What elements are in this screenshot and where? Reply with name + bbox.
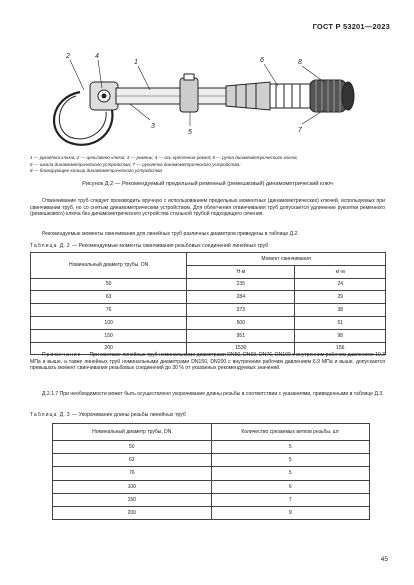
cell-dn: 150 — [53, 493, 212, 506]
figure-caption: Рисунок Д.2 — Рекомендуемый предельный ременный (ремешковый) динамометрический ключ — [82, 181, 333, 187]
table-row — [31, 316, 386, 329]
cell-kgm: 24 — [295, 278, 386, 291]
legend-line: 6 — шкала динамометрического устройства; 7 — рукоятка динамометрического устройства; — [30, 161, 241, 167]
table-d3-title: — Укорачивание длины резьбы линейных труб — [70, 412, 186, 418]
table-d2-header-kgm: кг·м — [295, 265, 386, 278]
table-d2 — [30, 252, 386, 355]
cell-dn: 76 — [53, 467, 212, 480]
cell-nm: 951 — [187, 329, 295, 342]
table-row — [53, 493, 370, 506]
cell-turns: 5 — [211, 441, 370, 454]
callout-2: 2 — [66, 53, 70, 60]
cell-turns: 5 — [211, 467, 370, 480]
callout-6: 6 — [260, 57, 264, 64]
document-header: ГОСТ Р 53201—2023 — [312, 22, 390, 31]
table-d3-header-turns: Количество срезаемых витков резьбы, шт — [211, 424, 370, 441]
cell-nm: 1530 — [187, 342, 295, 355]
strap-wrench-figure — [40, 40, 370, 148]
cell-nm: 284 — [187, 291, 295, 304]
cell-dn: 63 — [31, 291, 187, 304]
table-d2-label: Таблица Д.2 — [30, 243, 71, 249]
table-d2-title: — Рекомендуемые моменты свинчивания резьбовых соединений линейных труб — [70, 243, 269, 249]
cell-dn: 50 — [31, 278, 187, 291]
cell-dn: 150 — [31, 329, 187, 342]
cell-nm: 373 — [187, 304, 295, 317]
legend-line: 8 — блокирующее кольцо динамометрического устройства — [30, 168, 162, 174]
table-row — [53, 467, 370, 480]
cell-dn: 100 — [31, 316, 187, 329]
table-row — [53, 506, 370, 519]
cell-turns: 5 — [211, 454, 370, 467]
cell-turns: 9 — [211, 506, 370, 519]
callout-4: 4 — [95, 53, 99, 60]
cell-kgm: 29 — [295, 291, 386, 304]
cell-nm: 235 — [187, 278, 295, 291]
table-row — [31, 278, 386, 291]
callout-3: 3 — [151, 123, 155, 130]
callout-7: 7 — [298, 127, 302, 134]
cell-turns: 7 — [211, 493, 370, 506]
table-d3 — [52, 423, 370, 520]
cell-dn: 200 — [53, 506, 212, 519]
note-label: Примечание — [42, 352, 82, 358]
page-number: 45 — [380, 556, 388, 563]
table-d2-header-moment: Момент свинчивания — [187, 253, 386, 266]
table-row — [53, 441, 370, 454]
table-d3-label: Таблица Д.3 — [30, 412, 71, 418]
cell-kgm: 98 — [295, 329, 386, 342]
cell-dn: 50 — [53, 441, 212, 454]
paragraph-moments: Рекомендуемые моменты свинчивания для линейных труб различных диаметров приведены в таблице Д.2. — [42, 231, 299, 237]
paragraph-d2-1-7: Д.2.1.7 При необходимости может быть осуществлено укорачивание длины резьбы в соответствии с указаниями, приведенными в таблице Д.3. — [42, 391, 384, 397]
table-d2-header-dn: Номинальный диаметр трубы, DN — [31, 253, 187, 279]
cell-kgm: 51 — [295, 316, 386, 329]
cell-kgm: 156 — [295, 342, 386, 355]
cell-dn: 200 — [31, 342, 187, 355]
table-row — [53, 480, 370, 493]
table-row — [53, 454, 370, 467]
table-d2-header-nm: Н·м — [187, 265, 295, 278]
cell-dn: 76 — [31, 304, 187, 317]
cell-kgm: 38 — [295, 304, 386, 317]
cell-turns: 6 — [211, 480, 370, 493]
table-row — [31, 304, 386, 317]
table-row — [31, 329, 386, 342]
table-d2-caption — [30, 243, 268, 249]
cell-dn: 100 — [53, 480, 212, 493]
table-row — [31, 291, 386, 304]
cell-dn: 63 — [53, 454, 212, 467]
paragraph-unscrewing: Отвинчивание труб следует производить вручную с использованием предельных моментных (динамометрических) ключей, используемых при свинчивании труб, но со снятым динамометрическим устройством. Для облегчения отвинчивания труб допускается удлинение рукоятки ременного (ремешкового) ключа без динамометрического устройства стальной трубой подходящего сечения. — [30, 198, 385, 217]
callout-5: 5 — [188, 129, 192, 136]
legend-line: 1 — рукоятка ключа; 2 — цепь/звено ключа; 3 — ремень; 4 — ось крепления ремня; 5 — ручка динамометрического ключа; — [30, 155, 298, 160]
figure-legend — [30, 155, 380, 175]
callout-1: 1 — [134, 59, 138, 66]
note-text: — При монтаже линейных труб номинальными диаметрами DN50, DN63, DN76, DN100 с внутренним рабочим давлением 10,3 МПа и выше, а также линейных труб номинальными диаметрами DN150, DN200 с внутренним рабочим давлением 6,9 МПа и выше, допускается превышать момент свинчивания резьбовых соединений до 30 % от указанных рекомендуемых значений. — [30, 352, 385, 371]
table-d3-header-dn: Номинальный диаметр трубы, DN — [53, 424, 212, 441]
cell-nm: 500 — [187, 316, 295, 329]
table-note — [30, 352, 385, 372]
table-d3-caption — [30, 412, 186, 418]
callout-8: 8 — [298, 59, 302, 66]
